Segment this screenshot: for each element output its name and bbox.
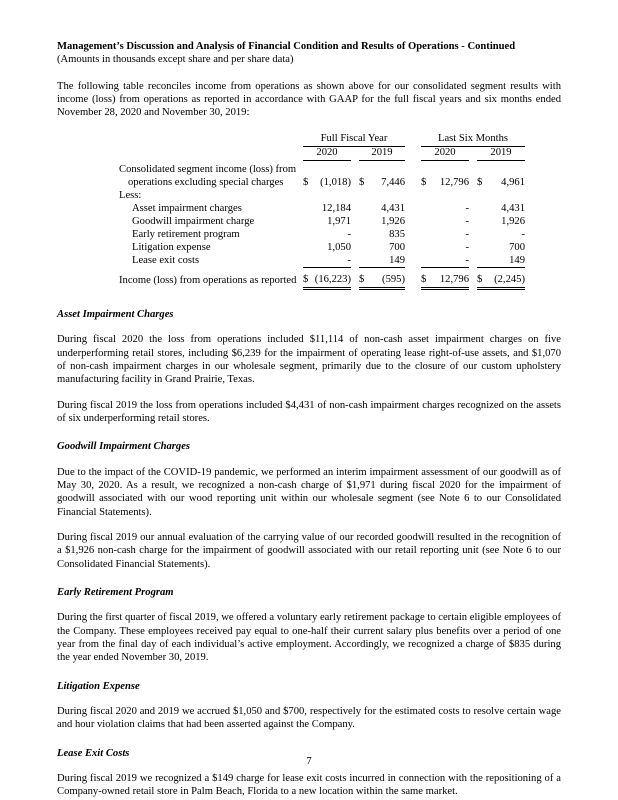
cell-value: 4,431: [381, 202, 405, 214]
section-heading: Goodwill Impairment Charges: [57, 441, 191, 453]
section-heading: Early Retirement Program: [57, 587, 174, 599]
table-row: [119, 229, 525, 242]
cell-value: 12,796: [439, 176, 469, 188]
table-year-header-row: [119, 146, 525, 160]
table-row: [119, 160, 525, 190]
currency-symbol: $: [421, 176, 427, 188]
reconciliation-table: [119, 133, 525, 290]
currency-symbol: $: [421, 273, 427, 285]
year-header: 2020: [421, 146, 469, 160]
intro-paragraph: The following table reconciles income from operations as shown above for our consolidated segment results with income (loss) from operations as reported in accordance with GAAP for the full fiscal years and six months ended November 28, 2020 and November 30, 2019:: [57, 80, 561, 119]
page-number: 7: [306, 755, 312, 767]
cell-value: 12,796: [439, 273, 469, 285]
cell-value: 1,926: [501, 215, 525, 227]
table-row: [119, 216, 525, 229]
cell-value: (595): [382, 273, 405, 285]
row-label: Early retirement program: [132, 228, 240, 240]
cell-value: 1,926: [381, 215, 405, 227]
year-header: 2019: [477, 146, 525, 160]
section-paragraph: Due to the impact of the COVID-19 pandemic, we performed an interim impairment assessment of our goodwill as of May 30, 2020. As a result, we recognized a non-cash charge of $1,971 during fiscal 2020 for the impairment of goodwill associated with our wood reporting unit within our wholesale segment (see Note 6 to our Consolidated Financial Statements).: [57, 466, 561, 518]
table-group-header-row: [119, 133, 525, 146]
section-heading: Litigation Expense: [57, 680, 140, 692]
currency-symbol: $: [303, 176, 309, 188]
cell-value: (16,223): [314, 273, 351, 285]
row-label: Less:: [119, 189, 142, 201]
section-heading: Lease Exit Costs: [57, 747, 130, 759]
column-group-full-fiscal-year: Full Fiscal Year: [303, 133, 405, 146]
section-asset-impairment: [57, 308, 561, 425]
column-group-last-six-months: Last Six Months: [421, 133, 525, 146]
section-paragraph: During the first quarter of fiscal 2019, we offered a voluntary early retirement package to certain eligible employees of the Company. These employees received pay equal to one-half their current salary plus benefits over a period of one year from the final day of each individual’s active employment. Accordingly, we recognized a charge of $835 during the year ended November 30, 2019.: [57, 612, 561, 664]
cell-value: 149: [509, 254, 525, 266]
section-goodwill-impairment: [57, 440, 561, 571]
table-row: [119, 190, 525, 203]
cell-value: (1,018): [320, 176, 351, 188]
cell-value: 12,184: [321, 202, 351, 214]
table-row: [119, 203, 525, 216]
currency-symbol: $: [477, 273, 483, 285]
section-paragraph: During fiscal 2019 we recognized a $149 charge for lease exit costs incurred in connection with the repositioning of a Company-owned retail store in Palm Beach, Florida to a new location within the same market.: [57, 773, 561, 798]
cell-value: 149: [389, 254, 405, 266]
section-paragraph: During fiscal 2020 the loss from operations included $11,114 of non-cash asset impairment charges on five underperforming retail stores, including $6,239 for the impairment of operating lease right-of-use assets, and $1,070 of non-cash impairment charges in our wholesale segment, primarily due to the closure of our custom upholstery manufacturing facility in Grand Prairie, Texas.: [57, 334, 561, 386]
cell-value: -: [465, 254, 469, 266]
row-label: Goodwill impairment charge: [132, 215, 255, 227]
currency-symbol: $: [359, 176, 365, 188]
row-label: Income (loss) from operations as reported: [119, 275, 297, 287]
row-label: Lease exit costs: [132, 255, 200, 267]
section-litigation-expense: [57, 680, 561, 732]
currency-symbol: $: [359, 273, 365, 285]
cell-value: 4,431: [501, 202, 525, 214]
cell-value: 700: [509, 241, 525, 253]
section-early-retirement: [57, 586, 561, 665]
cell-value: -: [347, 228, 351, 240]
section-paragraph: During fiscal 2020 and 2019 we accrued $1,050 and $700, respectively for the estimated costs to resolve certain wage and hour violation claims that had been asserted against the Company.: [57, 706, 561, 731]
year-header: 2019: [359, 146, 405, 160]
section-heading: Asset Impairment Charges: [57, 308, 174, 320]
row-label: Asset impairment charges: [132, 202, 242, 214]
document-title: Management’s Discussion and Analysis of Financial Condition and Results of Operations - Continued: [57, 41, 516, 52]
section-paragraph: During fiscal 2019 the loss from operations included $4,431 of non-cash impairment charges recognized on the assets of six underperforming retail stores.: [57, 399, 561, 424]
cell-value: -: [465, 202, 469, 214]
cell-value: 1,050: [327, 241, 351, 253]
currency-symbol: $: [303, 273, 309, 285]
document-subtitle: (Amounts in thousands except share and per share data): [57, 54, 294, 66]
cell-value: -: [465, 241, 469, 253]
table-row-total: [119, 274, 525, 288]
cell-value: 1,971: [327, 215, 351, 227]
cell-value: 700: [389, 241, 405, 253]
cell-value: -: [521, 228, 525, 240]
cell-value: (2,245): [494, 273, 525, 285]
table-row: [119, 255, 525, 268]
row-label: Consolidated segment income (loss) from operations excluding special charges: [119, 164, 297, 188]
cell-value: -: [347, 254, 351, 266]
table-row: [119, 242, 525, 255]
cell-value: 4,961: [501, 176, 525, 188]
row-label: Litigation expense: [132, 241, 211, 253]
cell-value: -: [465, 228, 469, 240]
cell-value: -: [465, 215, 469, 227]
cell-value: 7,446: [381, 176, 405, 188]
currency-symbol: $: [477, 176, 483, 188]
year-header: 2020: [303, 146, 351, 160]
cell-value: 835: [389, 228, 405, 240]
section-paragraph: During fiscal 2019 our annual evaluation of the carrying value of our recorded goodwill resulted in the recognition of a $1,926 non-cash charge for the impairment of goodwill associated with our retail reporting unit (see Note 6 to our Consolidated Financial Statements).: [57, 531, 561, 570]
